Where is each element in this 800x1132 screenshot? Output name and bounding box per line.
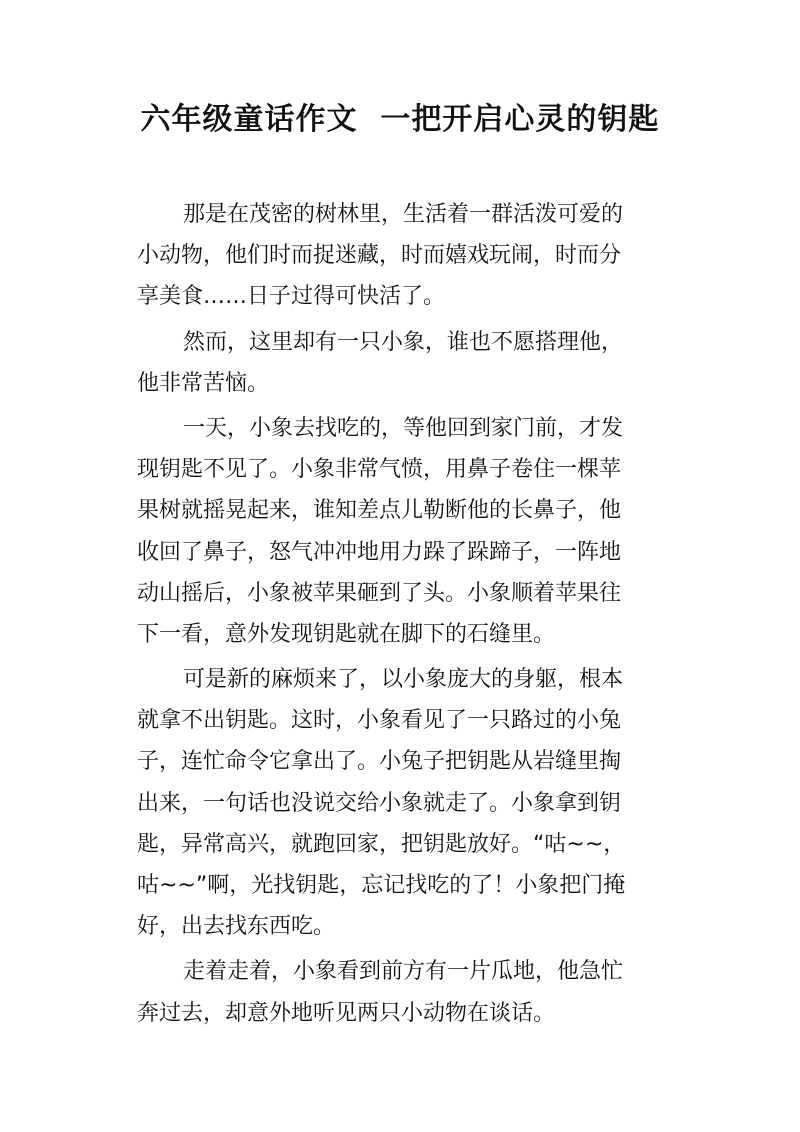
paragraph-line: 现钥匙不见了。小象非常气愤，用鼻子卷住一棵苹 [137,457,622,483]
paragraph-1 [137,194,673,318]
paragraph-line: 咕~~”啊，光找钥匙，忘记找吃的了！小象把门掩 [137,873,626,898]
paragraph-line: 果树就摇晃起来，谁知差点儿勒断他的长鼻子，他 [137,498,622,524]
paragraph-5 [137,951,673,1033]
paragraph-line: 子，连忙命令它拿出了。小兔子把钥匙从岩缝里掏 [137,749,622,775]
document-title: 六年级童话作文 一把开启心灵的钥匙 [140,102,660,137]
paragraph-line: 那是在茂密的树林里，生活着一群活泼可爱的 [183,202,624,227]
paragraph-line: 一天，小象去找吃的，等他回到家门前，才发 [183,415,624,441]
paragraph-line: 就拿不出钥匙。这时，小象看见了一只路过的小兔 [137,708,622,734]
paragraph-line: 收回了鼻子，怒气冲冲地用力跺了跺蹄子，一阵地 [137,539,622,565]
paragraph-line: 好，出去找东西吃。 [137,914,336,940]
paragraph-line: 走着走着，小象看到前方有一片瓜地，他急忙 [183,959,624,985]
paragraph-line: 匙，异常高兴，就跑回家，把钥匙放好。“咕~~， [137,831,626,857]
paragraph-line: 下一看，意外发现钥匙就在脚下的石缝里。 [137,621,556,647]
paragraph-3 [137,408,673,655]
paragraph-line: 享美食……日子过得可快活了。 [137,284,446,310]
document-body [137,194,673,1038]
paragraph-line: 动山摇后，小象被苹果砸到了头。小象顺着苹果往 [137,580,622,606]
paragraph-line: 小动物，他们时而捉迷藏，时而嬉戏玩闹，时而分 [137,243,622,269]
paragraph-line: 他非常苦恼。 [137,370,270,396]
paragraph-line: 可是新的麻烦来了，以小象庞大的身躯，根本 [183,667,624,693]
paragraph-line: 出来，一句话也没说交给小象就走了。小象拿到钥 [137,790,622,816]
paragraph-line: 然而，这里却有一只小象，谁也不愿搭理他， [183,329,624,355]
paragraph-4 [137,659,673,947]
paragraph-2 [137,322,673,404]
paragraph-line: 奔过去，却意外地听见两只小动物在谈话。 [137,1000,556,1026]
